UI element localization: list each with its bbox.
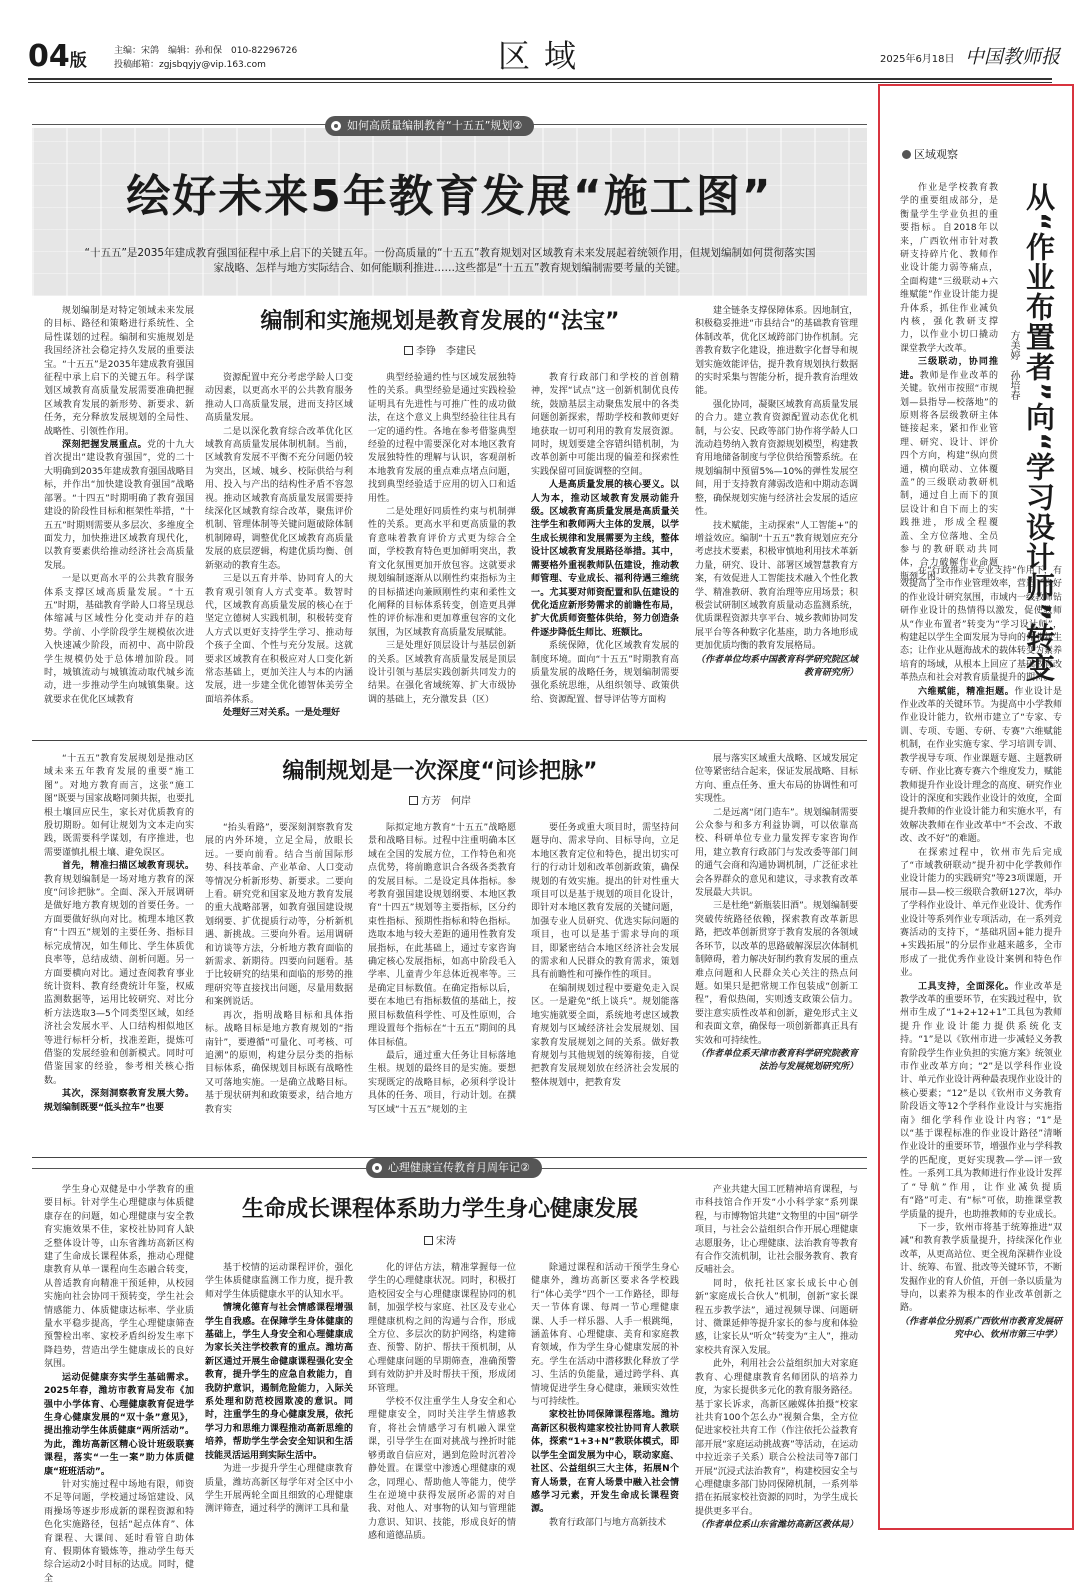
sidebar-author: 方美婷 孙培春: [1008, 330, 1019, 400]
feature-lead: “十五五”是2035年建成教育强国征程中承上启下的关键五年。一份高质量的“十五五”教育规划对区域教育未来发展起着统领作用，但规划编制如何贯彻落实国家战略、怎样与地方实际结合、如何能顺利推进……这些都是“十五五”教育规划编制需要考量的关键。: [84, 247, 816, 274]
sidebar-label: 区域观察: [902, 146, 958, 162]
article2-col4: 要任务或重大项目时，需坚持问题导向、需求导向、目标导向，立足本地区教育定位和特色，提出切实可行的行动计划和改革创新政策，确保规划的有效实施。提出的针对性重大项目可以是基于规划的项目化设计，即针对本地区教育发展的关键问题，加强专业人员研究、优选实际问题的项目，也可以是基于需求导向的项目，即紧密结合本地区经济社会发展的需求和人民群众的教育需求，策划具有前瞻性和可操作性的项目。 在编制规划过程中要避免走入误区。一是避免“纸上谈兵”。规划能落地实施就要全面，系统地考虑区域教育规划与区域经济社会发展规划、国家教育发展规划之间的关系。做好教育规划与其他规划的统筹衔接，自觉把教育发展规划放在经济社会发展的整体规划中，把教育发: [531, 823, 679, 1088]
sidebar-title: 从“作业布置者”向“学习设计师”转变: [1022, 182, 1056, 683]
label-bullet-icon: [902, 150, 911, 159]
page-number: 04版: [28, 39, 87, 74]
article2-col3: 际拟定地方教育“十五五”战略愿景和战略目标。过程中注重明确本区域在全国的发展方位，工作特色和亮点优势，将前瞻意识合各级各类教育的发展目标。二是设定具体指标。参考教育强国建设规划纲要、本地区教育“十四五”规划等主要指标，区分约束性指标、预期性指标和特色指标。选取本地与较大差距的通用性教育发展指标，在此基础上，通过专家咨询确定核心发展指标，如高中阶段毛入学率、儿童青少年总体近视率等。三是确定目标数值。在确定指标以后，要在本地已有指标数值的基础上，按照目标数值科学性、可及性原则，合理设置每个指标在“十五五”期间的具体目标值。 最后，通过重大任务让目标落地生根。规划的最终目的是实施。要想实现既定的战略目标，必须科学设计具体的任务、项目，行动计划。在撰写区域“十五五”规划的主: [368, 823, 516, 1115]
editors-line: 主编：宋鸽 编辑：孙和保 010-82296726: [114, 46, 298, 56]
bottom-col1: 学生身心双健是中小学教育的重要目标。针对学生心理健康与体质健康存在的问题，如心理健康与安全教育实施效果不佳，家校社协同育人缺乏整体设计等，山东省潍坊高新区构建了生命成长课程体系，推动心理健康教育从单一课程向生态融合转变，从普适教育向精准干预延伸，从校园实施向社会协同干预转变，学生社会情感能力、体质健康达标率、学业质量水平稳步提高，学生心理健康筛查预警检出率、家校矛盾纠纷发生率下降趋势，营造出学生健康成长的良好氛围。 运动促健康夯实学生基础需求。2025年春，潍坊市教育局发布《加强中小学体育、心理健康教育促进学生身心健康发展的“双十条”意见》，提出推动学生体质健康“两所活动”。为此，潍坊高新区精心设计班级联赛课程，落实“一生一案”助力体质健康“班班活动”。 针对实施过程中场地有限，师资不足等问题，学校通过场馆建设、风雨操场等逐步形成新的课程资源和特色化实施路径，包括“起点体育”、体育课程、大课间、延时看管自助体育、假期体育锻炼等，推动学生每天综合运动2小时目标的达成。同时，健全: [44, 1185, 194, 1584]
article2-col2: “抬头看路”，要深刻洞察教育发展的内外环境，立足全局，放眼长远。一要向前看。结合当前国际形势、科技革命、产业革命、人口变动等情况分析新形势、新要求。二要向上看。研究党和国家及地方教育发展的重大战略部署，如教育强国建设规划纲要、扩优提质行动等，分析新机遇、新挑战。三要向外看。运用调研和访谈等方法，分析地方教育面临的新需求、新期待。四要向问题看。基于比较研究的结果和面临的形势的推理研究等直接找出问题，尽量用数据和案例说话。 再次，指明战略目标和具体指标。战略目标是地方教育规划的“指南针”，要遵循“可量化、可考核、可追溯”的原则，构建分层分类的指标目标体系，确保规划目标既有战略性又可落地实施。一是确立战略目标。基于现状研判和政策要求，结合地方教育实: [205, 823, 353, 1115]
article2-title: 编制规划是一次深度“问诊把脉”: [282, 759, 598, 784]
bottom-byline: 宋涛: [200, 1232, 680, 1247]
bottom-col4: 除通过课程和活动干预学生身心健康外，潍坊高新区要求各学校践行“体心美学”四个一工作路径，即每天一节体育课、每周一节心理健康课、人手一样乐器、人手一根跳绳，涵盖体育、心理健康、美育和家庭教育领域，作为学生身心健康发展的补充。学生在活动中潜移默化释放了学习、生活的负能量，通过跨学科、真情境促进学生身心健康，兼顾实效性与可持续性。 家校社协同保障课程落地。潍坊高新区积极构建家校社协同育人教联体，探索“1+3+N”教联体模式，即以学生全面发展为中心，联动家庭、社区、公益组织三大主体，拓展N个育人场景，在育人场景中融入社会情感学习元素，开发生命成长课程资源。 教育行政部门与地方高新技术: [531, 1263, 679, 1528]
article1-col1: 规划编制是对特定领域未来发展的目标、路径和策略进行系统性、全局性谋划的过程。编制和实施规划是我国经济社会稳定持久发展的重要法宝。“十五五”是2035年建成教育强国征程中承上启下的关键五年。科学谋划区域教育高质量发展需要准确把握区域教育发展的新形势、新要求、新任务，充分释放发展规划的全局性、战略性、引领性作用。 深刻把握发展重点。党的十九大首次提出“建设教育强国”，党的二十大明确到2035年建成教育强国战略目标，并作出“加快建设教育强国”战略部署。“十四五”时期明确了教育强国建设的阶段性目标和框架性举措，“十五五”时期则需要从多层次、多维度全面发力，加快推进区域教育现代化，以教育要素供给推动经济社会高质量发展。 一是以更高水平的公共教育服务体系支撑区域高质量发展。“十五五”时期，基础教育学龄人口将呈现总体缩减与区域性分化变动并存的趋势。学前、小学阶段学生规模依次进入快速减少阶段，而初中、高中阶段学生规模仍处于总体增加阶段。同时，城镇流动与城镇流动取代城乡流动，进一步推动学生向城镇集聚。这就要求在优化区域教育: [44, 306, 194, 705]
feature-headline: 绘好未来5年教育发展“施工图”: [126, 171, 773, 222]
tag-bullet-icon: [372, 1163, 382, 1173]
article1-col2: 资源配置中充分考虑学龄人口变动因素，以更高水平的公共教育服务推动人口高质量发展，进而支持区域高质量发展。 二是以深化教育综合改革优化区域教育高质量发展体制机制。当前，区域教育发展不平衡不充分问题仍较为突出，区域、城乡、校际供给与利用、投入与产出的结构性矛盾不容忽视。推动区域教育高质量发展需要持续深化区域教育综合改革，聚焦评价机制、管理体制等关键问题破除体制机制障碍，调整优化区域教育高质量发展的底层逻辑，构建优质均衡、创新驱动的教育生态。 三是以五育并举、协同育人的大教育观引领育人方式变革。数智时代，区域教育高质量发展的核心在于坚定立德树人实践机制，积极转变育人方式以更好支持学生学习、推动每个孩子全面、个性与充分发展。这就要求区域教育在积极应对人口变化新常态基础上，更加关注人与本的内涵发展，进一步建全优化德智体美劳全面培养体系。 处理好三对关系。一是处理好: [205, 373, 353, 719]
article2-col5: 展与落实区域重大战略、区域发展定位等紧密结合起来，保证发展战略、目标方向、重点任务、重大布局的协调性和可实现性。 二是远离“闭门造车”。规划编制需要公众参与和多方利益协调，可以依靠高校、科研单位专业力量发挥专家咨询作用，建立教育行政部门与发改委等部门间的通气会商和沟通协调机制，广泛征求社会各界群众的意见和建议，寻求教育改革发展最大共识。 三是杜绝“新瓶装旧酒”。规划编制要突破传统路径依赖，探索教育改革新思路，把改革创新贯穿于教育发展的各领域各环节，以改革的思路破解深层次体制机制障碍，着力解决好制约教育发展的重点难点问题和人民群众关心关注的热点问题。如果只是把常规工作包装成“创新工程”，看似热闹，实则透支政策公信力。要注意实质性改革和创新，避免形式主义和表面文章，确保每一项创新都真正具有实效和可持续性。 （作者单位系天津市教育科学研究院教育法治与发展规划研究所）: [695, 754, 858, 1073]
issue-date: 2025年6月18日: [880, 54, 955, 65]
bottom-title: 生命成长课程体系助力学生身心健康发展: [241, 1197, 638, 1222]
masthead-rule: [28, 78, 1052, 80]
bottom-col2: 基于校情的运动课程评价，强化学生体质健康监测工作力度，提升教师对学生体质健康水平的认知水平。 情境化德育与社会情感课程增强学生自我感。在保障学生身体健康的基础上，学生人身安全和心理健康成为家长关注学校教育的重点。潍坊高新区通过开展生命健康课程强化安全教育，提升学生的应急自救能力，自我防护意识，遏制危险能力，入际关系处理和防范校园欺凌的意识。同时，注重学生的身心健康发展，依托学习力和思维力课程推动高新思维的培养，帮助学生学会安全知识和生活技能灵活运用到实际生活中。 为进一步提升学生心理健康教育质量，潍坊高新区每学年对全区中小学生开展两轮全面且细致的心理健康测评筛查，通过科学的测评工具和量: [205, 1263, 353, 1515]
article1-byline: 李铮 李建民: [200, 342, 680, 357]
sidebar-col-top: 作业是学校教育教学的重要组成部分，是衡量学生学业负担的重要指标。自2018年以来，广西钦州市针对教研支持碎片化、教师作业设计能力弱等痛点，全面构建“三级联动+六维赋能”作业设计能力提升体系，抓住作业减负内核，强化教研支撑力，以作业小切口撬动课堂教学大改革。 三级联动，协同推进。教师是作业改革的关键。钦州市按照“市规划—县指导—校落地”的原则将各层级教研主体链接起来，紧扣作业管理、研究、设计、评价四个方向，构建“纵向贯通，横向联动、立体覆盖”的三级联动教研机制，通过自上而下的顶层设计和自下而上的实践推进，形成全程覆盖、全方位落地、全员参与的教研联动共同体，合力破解作业命题瓶颈之困。: [900, 183, 998, 582]
section-title: 区域: [498, 37, 591, 75]
email-line: 投稿邮箱：zgjsbqyjy@vip.163.com: [114, 60, 266, 70]
masthead: [28, 37, 1080, 76]
editors-info: [114, 44, 297, 72]
article1-col4: 教育行政部门和学校的首创精神，发挥“试点”这一创新机制优良传统，鼓励基层主动聚焦发展中的各类问题创新探索，帮助学校和教师更好地获取一切可利用的教育发展资源。同时，规划要建全容错纠错机制，为改革创新中可能出现的偏差和探索性实践保留可回旋调整的空间。 人是高质量发展的核心要义。以人为本，推动区域教育发展动能升级。区域教育高质量发展是高质量关注学生和教师两大主体的发展，以学生成长规律和发展需要为主线，整体设计区域教育发展路径举措。其中，需要格外重视教师队伍建设，推动教师管理、专业成长、福利待遇三维统一。尤其要对师资配置和队伍建设的优化适应新形势需求的前瞻性布局，扩大优质师资整体供给，努力创造条件逐步降低生师比、班额比。 系统保障，优化区域教育发展的制度环境。面向“十五五”时期教育高质量发展的战略任务，规划编制需要强化系统思维，从组织领导、政策供给、资源配置、督导评估等方面构: [531, 373, 679, 705]
masthead-rule-thin: [28, 82, 1052, 83]
bottom-col5: 产业共建大国工匠精神培育课程，与市科技馆合作开发“小小科学家”系列课程，与市博物馆共建“文物里的中国”研学项目，与社会公益组织合作开展心理健康志愿服务，让心理健康、法治教育等教育有合作交流机制，让社会服务教育、教育反哺社会。 同时，依托社区家长成长中心创新“家庭成长合伙人”机制，创新“家长课程五步教学法”，通过视频导课、问题研讨、微课延伸等提升家长的参与度和体验感，让家长从“听众”转变为“主人”，推动家校共育深入发展。 此外，利用社会公益组织加大对家庭教育、心理健康教育名师团队的培养力度，为家长提供多元化的教育服务路径。基于家长诉求，高新区融媒体拍摄“校家社共育100个怎么办”视频合集，全方位促进家校社共育工作（作注依托公益教育部开展“家庭运动挑战赛”等活动，在运动中拉近亲子关系）联合公检法司等7部门开展“沉浸式法治教育”，构建校园安全与心理健康多部门协同保障机制，一系列举措在拓展家校社资源的同时，为学生成长提供更多平台。 （作者单位系山东省潍坊高新区教体局）: [695, 1185, 858, 1531]
tag-bullet-icon: [331, 121, 341, 131]
feature-tag: 如何高质量编制教育“十五五”规划②: [325, 116, 534, 136]
bottom-col3: 化的评估方法，精准掌握每一位学生的心理健康状况。同时，积极打造校园安全与心理健康课程协同的机制，加强学校与家庭、社区及专业心理健康机构之间的沟通与合作，形成全方位、多层次的防护网络，构建筛查、预警、防护、帮扶干预机制，从心理健康问题的早期筛查，准确预警到有效防护并及时帮扶干预，形成闭环管理。 学校不仅注重学生人身安全和心理健康安全，同时关注学生情感教育，将社会情感学习有机融入课堂课，引导学生在面对挑战与挫折时能够勇敢自信应对，遇到危险时沉着冷静处置。在课堂中渗透心理健康的观念，同理心、帮助他人等能力，使学生在逆境中获得发展所必需的对自我、对他人、对事物的认知与管理能力意识、知识、技能，形成良好的情感和道德品质。: [368, 1263, 516, 1542]
byline-box-icon: [404, 346, 413, 355]
newspaper-logo: 中国教师报: [965, 46, 1061, 68]
byline-box-icon: [409, 796, 418, 805]
byline-box-icon: [424, 1236, 433, 1245]
sidebar-col-main: 在“行政推动+专业支持”作用下，有效提高了全市作业管理效率，营造了良好的作业设计研究氛围，市域内一线教师钻研作业设计的热情得以激发，促使教师从“作业布置者”转变为“学习设计师”，构建起以学生全面发展为导向的作业新生态；让作业从题海战术的载体转变为素养培育的场域，从根本上回应了基础教育改革热点和社会对教育质量提升的期待。 六维赋能，精准拒题。作业设计是作业改革的关键环节。为提高中小学教师作业设计能力，钦州市建立了“专家、专训、专项、专题、专研、专赛”六维赋能机制，在作业实施专家、学习培训专训、教学视导专项、作业课题专题、主题教研专研、作业比赛专赛六个维度发力，赋能教师提升作业设计理念的高度、研究作业设计的深度和实践作业设计的效度，全面提升教师的作业设计能力和实施水平，有效解决教师在作业改革中“不会改、不敢改、改不好”的难题。 在探索过程中，钦州市先后完成了“市域教研联动”提升初中化学教师作业设计能力的实践研究”等23项课题，开展市—县—校三级联合教研127次，举办了学科作业设计、单元作业设计、优秀作业设计等系列作业专项活动，在一系列竞赛活动的支持下，“基础巩固+能力提升+实践拓展”的分层作业越来越多，全市形成了一批优秀作业设计案例和特色作业。 工具支持，全面深化。作业改革是教学改革的重要环节，在实践过程中，钦州市生成了“1+2+12+1”工具包为教师提升作业设计能力提供系统化支持。“1”是以《钦州市进一步减轻义务教育阶段学生作业负担的实施方案》统领业市作业改革方向；“2”是以学科作业设计、单元作业设计两种最表现作业设计的核心要素；“12”是以《钦州市义务教育阶段语文等12个学科作业设计与实施指南》细化学科作业设计内容；“1”是以“基于课程标准的作业设计路径”清晰作业设计的重要环节，增强作业与学科教学的匹配度，更好实现教—学—评一致性。一系列工具为教师进行作业设计发挥了“导航”作用，让作业减负提质有“路”可走、有“标”可依，助推课堂教学质量的提升，也助推教师的专业成长。 下一步，钦州市将基于统筹推进“双减”和教育教学质量提升，持续深化作业改革，从更高站位、更全视角深耕作业设计、统筹、布置、批改等关键环节，不断发掘作业的育人价值，开创一条以质量为导向，以素养为根本的作业改革创新之路。 （作者单位分别系广西钦州市教育发展研究中心、钦州市第三中学）: [900, 566, 1063, 1341]
article1-col3: 典型经验通约性与区域发展独特性的关系。典型经验是通过实践检验证明具有先进性与可推广性的成功做法，在这个意义上典型经验往往具有一定的通约性。各地在参考借鉴典型经验的过程中需要深化对本地区教育发展独特性的理解与认识，客观剖析本地教育发展的重点难点堵点问题，找到典型经验适于应用的切入口和适用性。 二是处理好同质性约束与机制弹性的关系。更高水平和更高质量的教育意味着教育评价方式更为综合全面，学校教育特色更加鲜明突出，教育文化氛围更加开放包容。这就要求规划编制逐渐从以刚性约束指标为主的目标描述向兼顾刚性约束和柔性文化阐释的目标体系转变，创造更具弹性的评价标准和更加尊重包容的文化氛围，为区域教育高质量发展赋能。 三是处理好顶层设计与基层创新的关系。区域教育高质量发展是顶层设计引领与基层实践创新共同发力的结果。在强化省域统筹、扩大市级协调的基础上，充分激发县（区）: [368, 373, 516, 705]
article1-col5: 建全链条支撑保障体系。因地制宜，积极稳妥推进“市县结合”的基础教育管理体制改革，优化区域跨部门协作机制。完善教育数字化建设，推进数字化督导和规划实施效能评估，提升教育规划执行数据的实时采集与智能分析，提升教育治理效能。 强化协同，凝聚区域教育高质量发展的合力。建立教育资源配置动态优化机制，与公安、民政等部门协作将学龄人口流动趋势纳入教育资源规划模型，构建教育用地储备制度与学位供给预警系统。在规划编制中预留5%—10%的弹性发展空间，用于支持教育薄弱改造和中期动态调整，确保规划实施与经济社会发展的适应性。 技术赋能，主动探索“人工智能+”的增益效应。编制“十五五”教育规划应充分考虑技术要素，积极审慎地利用技术革新力量，研究、设计、部署区域智慧教育方案，有效促进人工智能技术融入个性化教学、精准教研、教育治理等应用场景；积极尝试研制区域教育质量动态监测系统，优质课程资源共享平台、城乡教师协同发展平台等各种数字化基座，助力各地形成更加优质均衡的教育发展格局。 （作者单位均系中国教育科学研究院区域教育研究所）: [695, 306, 858, 678]
article2-byline: 方芳 何岸: [200, 792, 680, 807]
bottom-tag: 心理健康宣传教育月周年记②: [366, 1158, 542, 1178]
article-divider: [32, 740, 867, 741]
article1-title: 编制和实施规划是教育发展的“法宝”: [260, 309, 620, 334]
article2-col1: “十五五”教育发展规划是推动区域未来五年教育发展的重要“施工图”。对地方教育而言，这张“施工图”既要与国家战略同频共振，也要扎根土壤回应民生，家长对优质教育的殷切期盼。如何让规划为文本走向实践，既需要科学谋划，有序推进，也需要谨慎扎根土壤、避免误区。 首先，精准扫描区域教育现状。教育规划编制是一场对地方教育的深度“问诊把脉”。全面、深入开展调研是做好地方教育规划的首要任务。一方面要做好纵向对比。梳理本地区教育“十四五”规划的主要任务、指标目标完成情况，如生师比、学生体质优良率等，总结成绩、剖析问题。另一方面要横向对比。通过查阅教育事业统计资料、教育经费统计年鉴，权威监测数据等，运用比较研究、对比分析方法选取3—5个同类型区域，如经济社会发展水平、人口结构相似地区等进行标杆分析，找准差距，提炼可借鉴的发展经验和创新模式。同时可借鉴国家的经验，参考相关核心指数。 其次，深刻洞察教育发展大势。规划编制既要“低头拉车”也要: [44, 754, 194, 1113]
